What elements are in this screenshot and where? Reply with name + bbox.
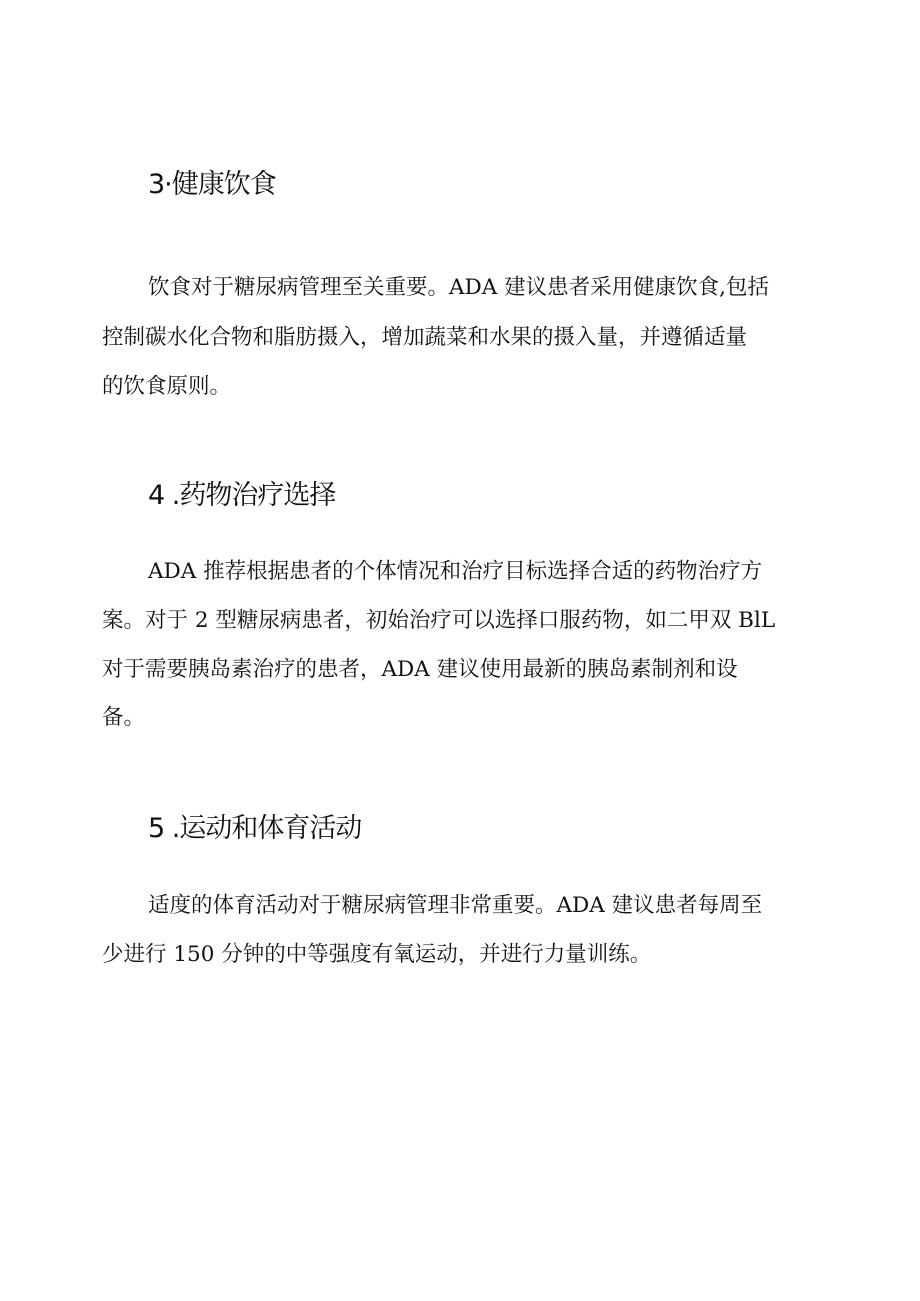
- paragraph-line: 控制碳水化合物和脂肪摄入，增加蔬菜和水果的摄入量，并遵循适量: [102, 325, 748, 350]
- section-heading-exercise: 5 .运动和体育活动: [148, 813, 362, 844]
- section-heading-healthy-diet: 3·健康饮食: [148, 169, 276, 200]
- paragraph-line: 饮食对于糖尿病管理至关重要。ADA 建议患者采用健康饮食,包括: [148, 275, 769, 300]
- paragraph-line: 的饮食原则。: [102, 374, 232, 399]
- paragraph-line: 案。对于 2 型糖尿病患者，初始治疗可以选择口服药物，如二甲双 BlL: [102, 608, 776, 633]
- paragraph-line: 对于需要胰岛素治疗的患者，ADA 建议使用最新的胰岛素制剂和设: [102, 657, 738, 682]
- paragraph-line: 少进行 150 分钟的中等强度有氧运动，并进行力量训练。: [102, 942, 652, 967]
- paragraph-line: ADA 推荐根据患者的个体情况和治疗目标选择合适的药物治疗方: [148, 559, 763, 584]
- paragraph-line: 适度的体育活动对于糖尿病管理非常重要。ADA 建议患者每周至: [148, 893, 763, 918]
- section-heading-medication: 4 .药物治疗选择: [148, 480, 336, 511]
- paragraph-line: 备。: [102, 705, 146, 730]
